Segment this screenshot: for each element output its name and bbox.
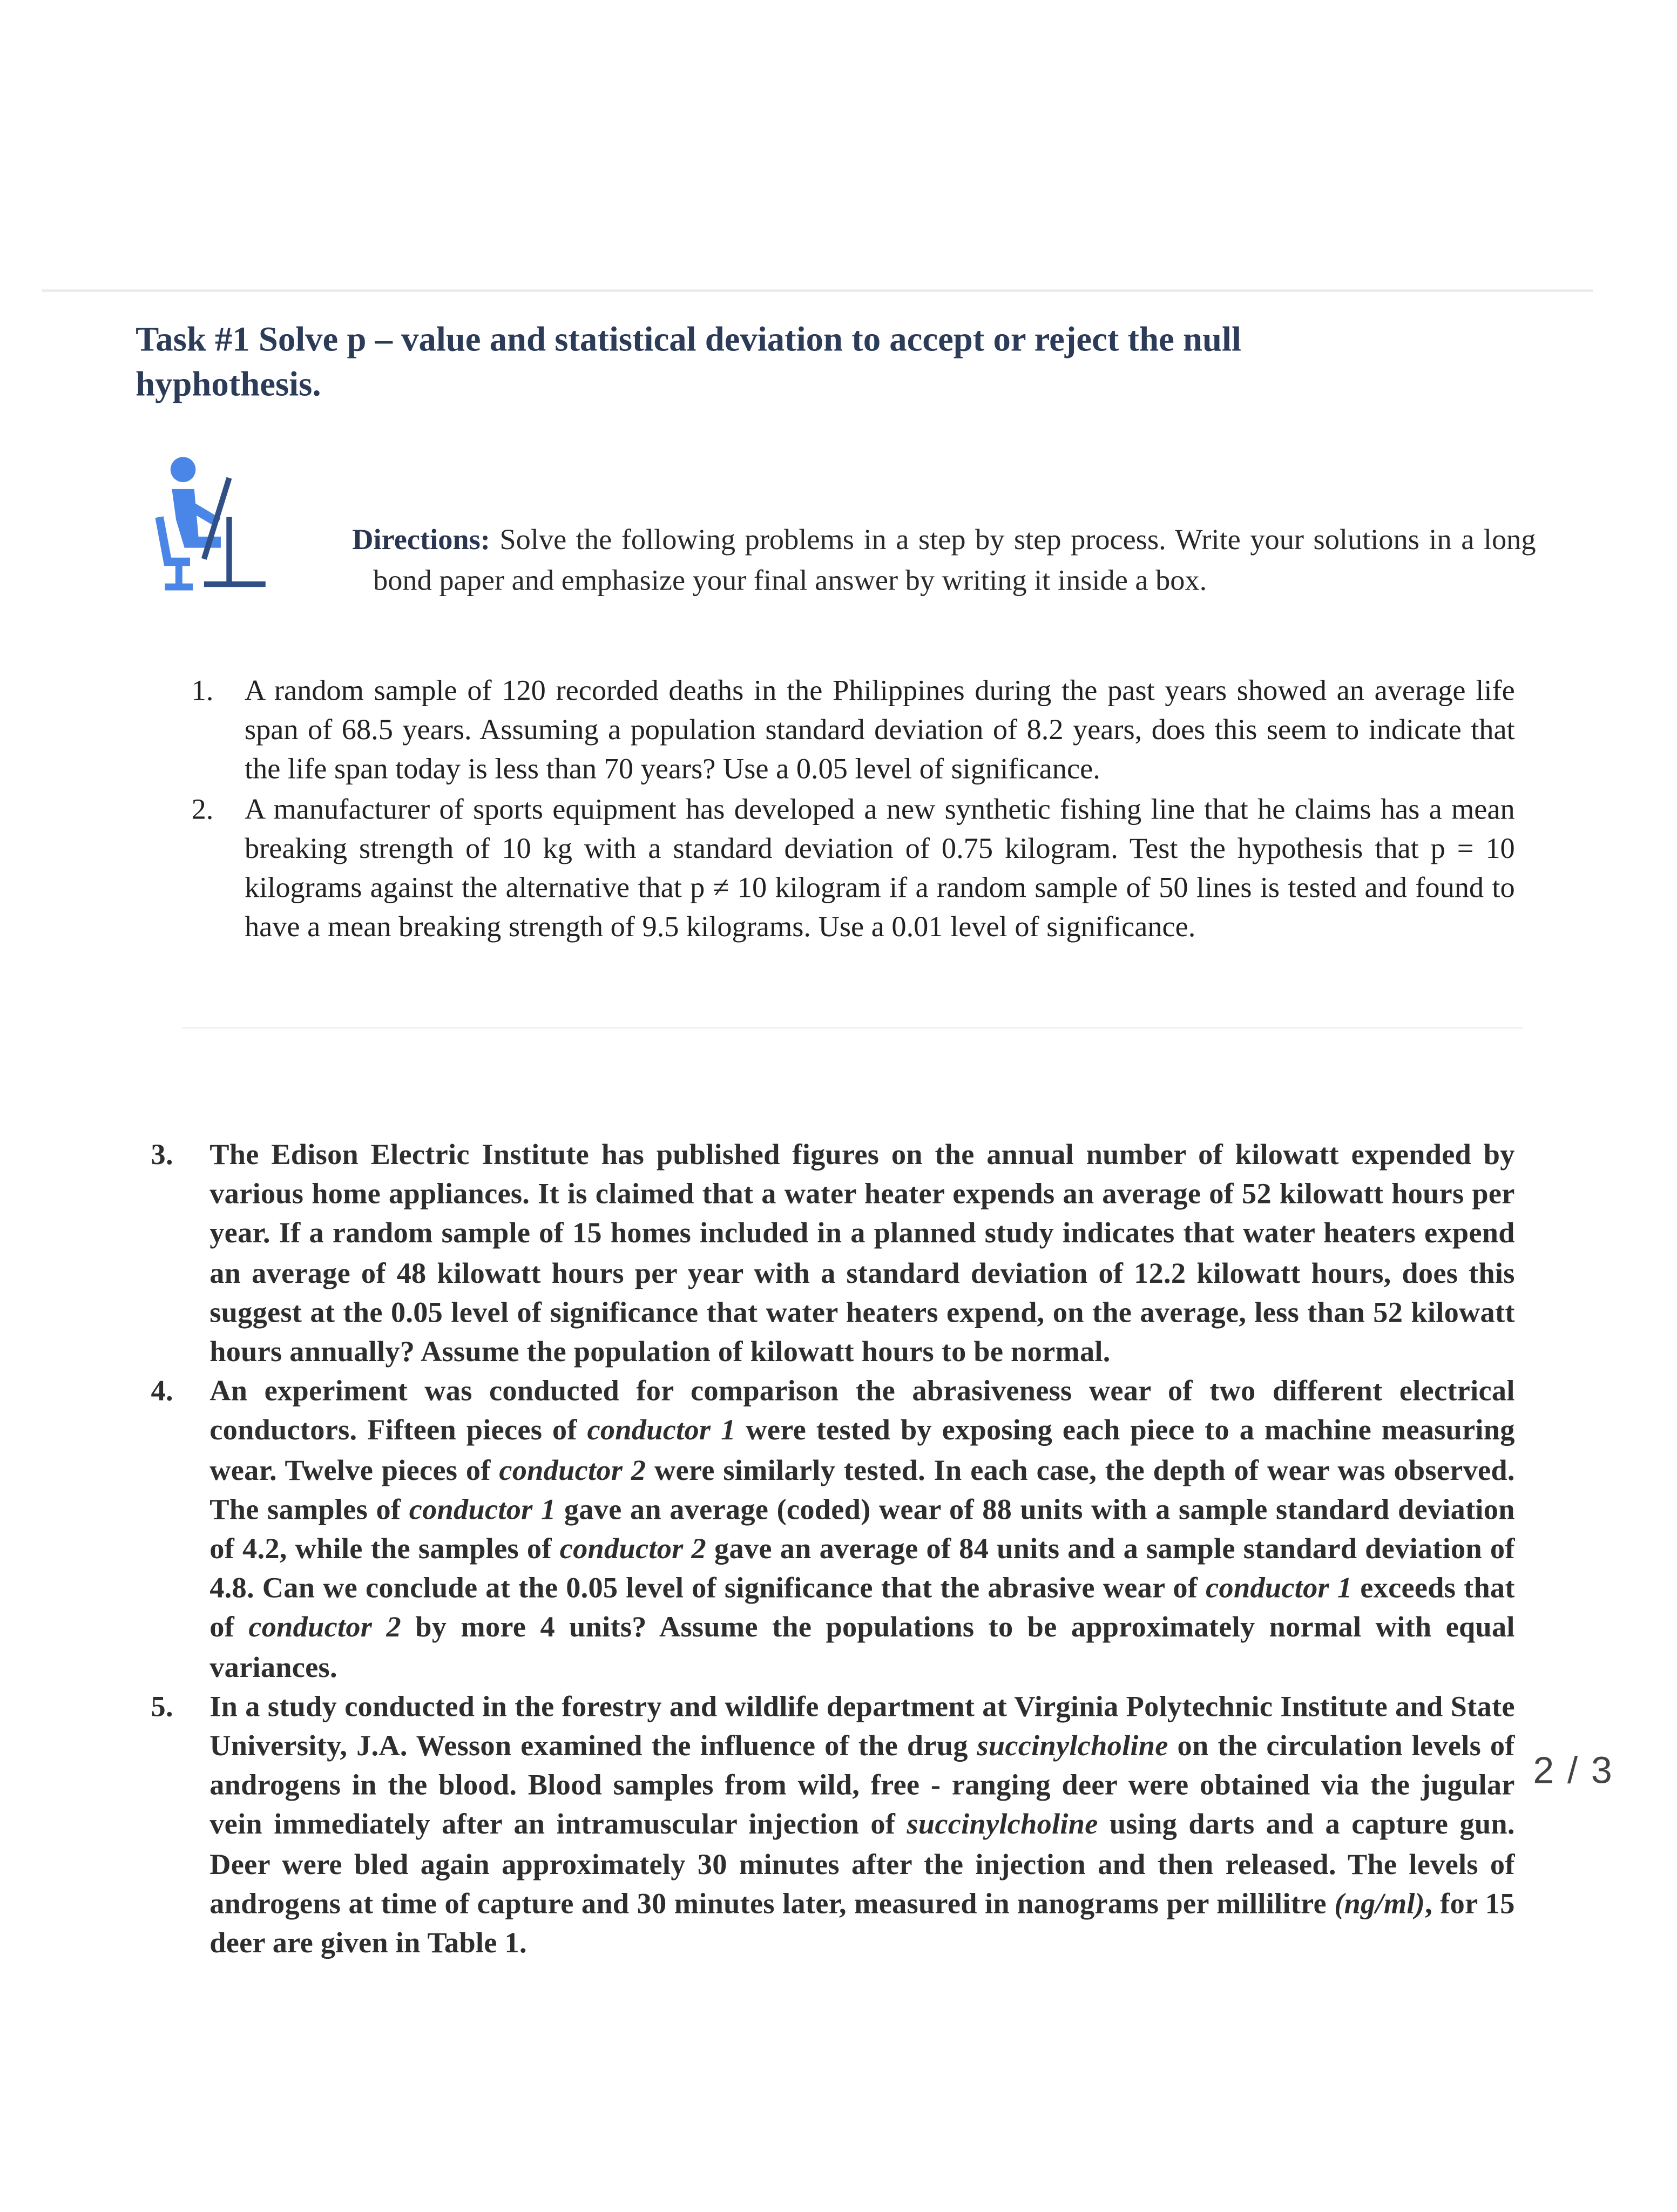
section-divider bbox=[181, 1027, 1523, 1029]
italic-term: conductor 1 bbox=[1206, 1571, 1353, 1605]
problem-number: 1. bbox=[191, 673, 214, 707]
problem-text-segment: The Edison Electric Institute has published figures on the annual number of kilowatt expended by various home appliances. It is claimed that a water heater expends an average of 52 kilowatt hours per year. If a random sample of 15 homes included in a planned study indicates that water heaters expend an average of 48 kilowatt hours per year with a standard deviation of 12.2 kilowatt hours, does this suggest at the 0.05 level of significance that water heaters expend, on the average, less than 52 kilowatt hours annually? Assume the population of kilowatt hours to be normal. bbox=[209, 1137, 1515, 1368]
problem-item bbox=[192, 671, 1515, 789]
italic-term: conductor 2 bbox=[248, 1610, 401, 1644]
italic-term: conductor 2 bbox=[559, 1531, 707, 1565]
problem-text-segment: were tested by exposing each piece to a machine measuring wear. Twelve pieces of bbox=[209, 1413, 1515, 1486]
problem-text bbox=[209, 1138, 1514, 1368]
directions-text: Solve the following problems in a step by step process. Write your solutions in a long bond paper and emphasize your final answer by writing it inside a box. bbox=[373, 523, 1536, 596]
problem-list-part-1 bbox=[192, 671, 1515, 946]
problem-text-segment: exceeds that of bbox=[209, 1571, 1515, 1644]
directions-paragraph bbox=[352, 520, 1536, 600]
problem-text-segment: gave an average of 84 units and a sample standard deviation of 4.8. Can we conclude at the 0.05 level of significance that the abrasive wear of bbox=[209, 1531, 1515, 1605]
problem-number: 2. bbox=[191, 792, 214, 826]
directions-label: Directions: bbox=[352, 523, 490, 557]
page-indicator: 2 / 3 bbox=[1533, 1749, 1614, 1792]
problem-number: 4. bbox=[151, 1374, 173, 1408]
italic-term: (ng/ml) bbox=[1334, 1886, 1425, 1920]
problem-text-segment: on the circulation levels of androgens in the blood. Blood samples from wild, free - ranging deer were obtained via the jugular vein immediately after an intramuscular injection of bbox=[209, 1728, 1515, 1841]
problem-item bbox=[151, 1687, 1515, 1963]
italic-term: conductor 1 bbox=[409, 1492, 556, 1526]
problem-text-segment: A random sample of 120 recorded deaths in the Philippines during the past years showed an average life span of 68.5 years. Assuming a population standard deviation of 8.2 years, does this seem to indicate that the life span today is less than 70 years? Use a 0.05 level of significance. bbox=[244, 673, 1515, 786]
problem-text bbox=[209, 1374, 1515, 1683]
problem-text-segment: In a study conducted in the forestry and wildlife department at Virginia Polytechnic Institute and State University, J.A. Wesson examined the influence of the drug bbox=[209, 1689, 1515, 1762]
italic-term: conductor 1 bbox=[587, 1413, 736, 1447]
problem-item bbox=[151, 1371, 1515, 1687]
problem-number: 5. bbox=[151, 1689, 173, 1723]
person-at-desk-icon bbox=[148, 450, 333, 601]
problem-item bbox=[192, 789, 1515, 946]
problem-text-segment: were similarly tested. In each case, the depth of wear was observed. The samples of bbox=[209, 1452, 1515, 1526]
italic-term: succinylcholine bbox=[977, 1728, 1168, 1762]
problem-item bbox=[151, 1135, 1515, 1371]
problem-text-segment: An experiment was conducted for comparison the abrasiveness wear of two different electrical conductors. Fifteen pieces of bbox=[209, 1374, 1515, 1447]
task-title: Task #1 Solve p – value and statistical deviation to accept or reject the null hyphothesis. bbox=[136, 321, 1241, 404]
problem-text bbox=[245, 674, 1515, 786]
problem-text bbox=[245, 792, 1515, 944]
problem-text-segment: , for 15 deer are given in Table 1. bbox=[209, 1886, 1515, 1959]
problem-list-part-2 bbox=[151, 1135, 1515, 1963]
problem-text bbox=[209, 1689, 1514, 1959]
problem-text-segment: using darts and a capture gun. Deer were bled again approximately 30 minutes after the injection and then released. The levels of androgens at time of capture and 30 minutes later, measured in nanograms per millilitre bbox=[209, 1807, 1515, 1920]
italic-term: succinylcholine bbox=[907, 1807, 1098, 1841]
problem-text-segment: A manufacturer of sports equipment has developed a new synthetic fishing line that he claims has a mean breaking strength of 10 kg with a standard deviation of 0.75 kilogram. Test the hypothesis that p = 10 kilograms against the alternative that p ≠ 10 kilogram if a random sample of 50 lines is tested and found to have a mean breaking strength of 9.5 kilograms. Use a 0.01 level of significance. bbox=[244, 792, 1515, 944]
top-divider bbox=[42, 289, 1593, 292]
problem-number: 3. bbox=[151, 1137, 173, 1171]
problem-text-segment: gave an average (coded) wear of 88 units with a sample standard deviation of 4.2, while the samples of bbox=[209, 1492, 1515, 1565]
problem-text-segment: by more 4 units? Assume the populations to be approximately normal with equal variances. bbox=[209, 1610, 1515, 1683]
italic-term: conductor 2 bbox=[499, 1452, 646, 1486]
